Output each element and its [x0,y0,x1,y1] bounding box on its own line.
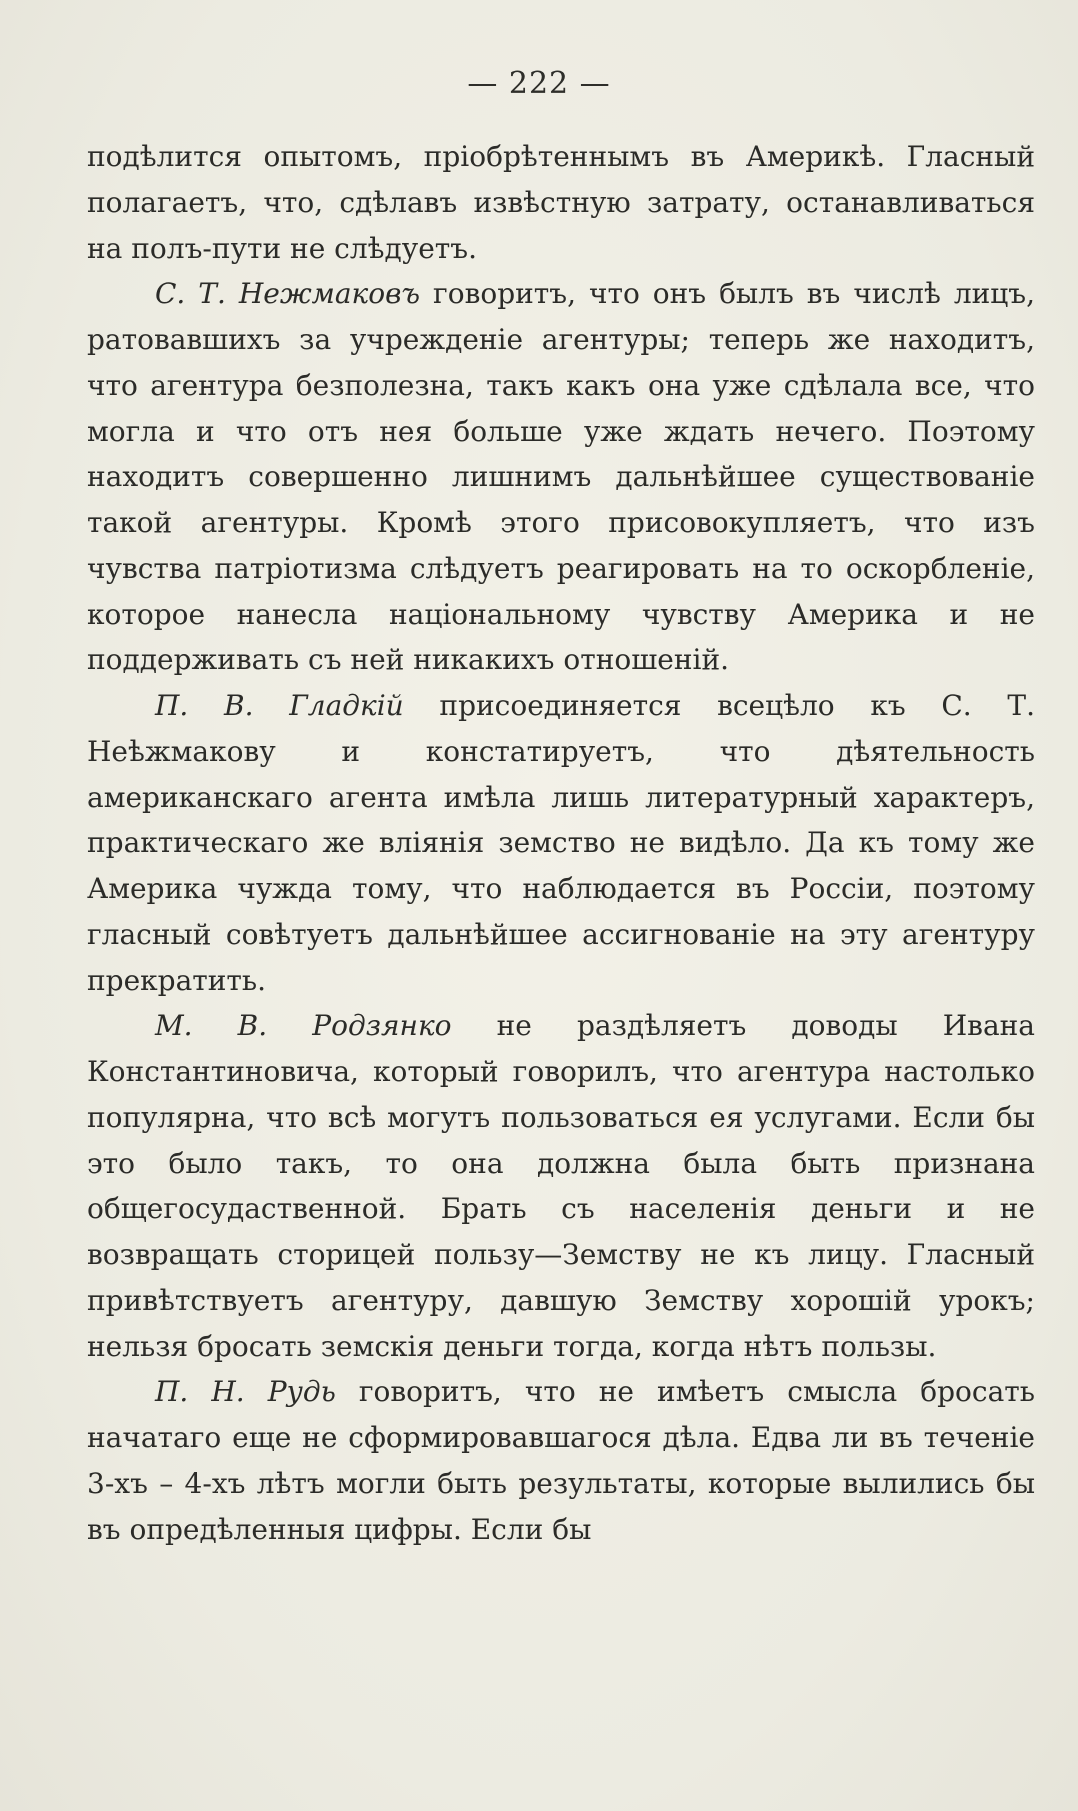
paragraph-text: присоединяется всецѣло къ С. Т. Неѣжмакову и констатируетъ, что дѣятельность американскаго агента имѣла лишь литературный характеръ, практическаго же вліянія земство не видѣло. Да къ тому же Америка чужда тому, что наблюдается въ Россіи, поэтому гласный совѣтуетъ дальнѣйшее ассигнованіе на эту агентуру прекратить. [87,689,1035,997]
paragraph-text: говоритъ, что онъ былъ въ числѣ лицъ, ратовавшихъ за учрежденіе агентуры; теперь же находитъ, что агентура безполезна, такъ какъ она уже сдѣлала все, что могла и что отъ нея больше уже ждать нечего. Поэтому находитъ совершенно лишнимъ дальнѣйшее существованіе такой агентуры. Кромѣ этого присовокупляетъ, что изъ чувства патріотизма слѣдуетъ реагировать на то оскорбленіе, которое нанесла національному чувству Америка и не поддерживать съ ней никакихъ отношеній. [87,277,1035,677]
speaker-name: П. Н. Рудь [155,1375,336,1409]
page-number: — 222 — [467,66,611,101]
paragraph-text: говоритъ, что не имѣетъ смысла бросать начатаго еще не сформировавшагося дѣла. Едва ли въ теченіе 3-хъ – 4-хъ лѣтъ могли быть результаты, которые вылились бы въ опредѣленныя цифры. Если бы [87,1375,1035,1546]
paragraph-gladkiy [87,683,1035,1003]
speaker-name: П. В. Гладкій [155,689,404,722]
paragraph-text: не раздѣляетъ доводы Ивана Константиновича, который говорилъ, что агентура настолько популярна, что всѣ могутъ пользоваться ея услугами. Если бы это было такъ, то она должна была быть признана общегосудаственной. Брать съ населенія деньги и не возвращать сторицей пользу—Земству не къ лицу. Гласный привѣтствуетъ агентуру, давшую Земству хорошій урокъ; нельзя бросать земскія деньги тогда, когда нѣтъ пользы. [87,1009,1035,1363]
paragraph-nezhmakov [87,271,1035,683]
speaker-name: М. В. Родзянко [155,1009,452,1043]
speaker-name: С. Т. Нежмаковъ [155,277,421,311]
paragraph-rodzyanko [87,1003,1035,1369]
text-body [87,134,1035,1552]
paragraph-text: подѣлится опытомъ, пріобрѣтеннымъ въ Америкѣ. Гласный полагаетъ, что, сдѣлавъ извѣстную затрату, останавливаться на полъ-пути не слѣдуетъ. [87,140,1035,265]
paragraph-rud [87,1369,1035,1552]
paragraph-continuation [87,134,1035,271]
